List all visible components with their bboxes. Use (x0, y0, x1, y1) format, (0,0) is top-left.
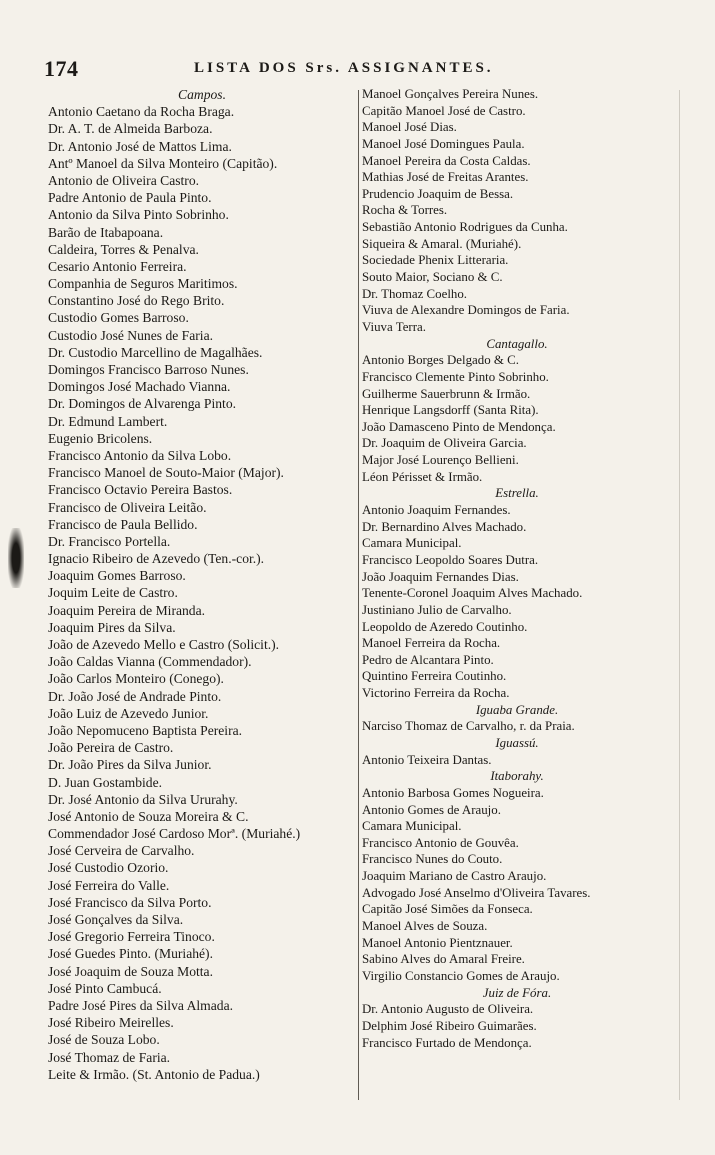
subscriber-entry: João Caldas Vianna (Commendador). (48, 654, 252, 670)
subscriber-entry: Léon Périsset & Irmão. (362, 469, 483, 484)
subscriber-entry: Companhia de Seguros Maritimos. (48, 276, 238, 292)
subscriber-entry: José Guedes Pinto. (Muriahé). (48, 946, 213, 962)
subscriber-entry: Antonio Joaquim Fernandes. (362, 503, 511, 518)
subscriber-entry: Antonio Caetano da Rocha Braga. (48, 104, 235, 120)
subscriber-entry: Sociedade Phenix Litteraria. (362, 253, 509, 268)
subscriber-entry: Custodio Gomes Barroso. (48, 310, 189, 326)
subscriber-entry: Manoel Antonio Pientznauer. (362, 935, 513, 950)
subscriber-entry: Francisco Manoel de Souto-Maior (Major). (48, 465, 284, 481)
subscriber-entry: João Joaquim Fernandes Dias. (362, 569, 519, 584)
subscriber-entry: José Pinto Cambucá. (48, 980, 162, 996)
subscriber-entry: Camara Municipal. (362, 819, 462, 834)
subscriber-entry: Dr. Bernardino Alves Machado. (362, 519, 527, 534)
ink-blot (8, 528, 24, 588)
subscriber-entry: Dr. José Antonio da Silva Ururahy. (48, 791, 238, 807)
subscriber-entry: Victorino Ferreira da Rocha. (362, 686, 510, 701)
subscriber-entry: Dr. Domingos de Alvarenga Pinto. (48, 396, 237, 412)
subscriber-entry: Ignacio Ribeiro de Azevedo (Ten.-cor.). (48, 551, 265, 567)
subscriber-entry: Antonio Teixeira Dantas. (362, 752, 492, 767)
section-heading: Itaborahy. (490, 769, 544, 784)
subscriber-entry: João Damasceno Pinto de Mendonça. (362, 419, 556, 434)
subscriber-entry: José Thomaz de Faria. (48, 1049, 171, 1065)
left-column (48, 86, 356, 1083)
section-heading: Iguaba Grande. (475, 702, 559, 717)
subscriber-entry: Siqueira & Amaral. (Muriahé). (362, 236, 522, 251)
subscriber-entry: Advogado José Anselmo d'Oliveira Tavares. (362, 885, 591, 900)
subscriber-entry: Dr. João Pires da Silva Junior. (48, 757, 212, 773)
subscriber-entry: Custodio José Nunes de Faria. (48, 327, 213, 343)
subscriber-entry: Francisco Furtado de Mendonça. (362, 1035, 532, 1050)
section-heading: Iguassú. (495, 735, 539, 750)
subscriber-entry: Francisco Nunes do Couto. (362, 852, 503, 867)
subscriber-entry: José Joaquim de Souza Motta. (48, 963, 213, 979)
subscriber-entry: Dr. Custodio Marcellino de Magalhães. (48, 344, 263, 360)
section-heading: Juiz de Fóra. (482, 985, 552, 1000)
subscriber-entry: Antonio da Silva Pinto Sobrinho. (48, 207, 229, 223)
subscriber-entry: Camara Municipal. (362, 536, 462, 551)
section-heading: Campos. (178, 87, 226, 102)
subscriber-entry: Delphim José Ribeiro Guimarães. (362, 1018, 537, 1033)
subscriber-entry: Dr. Thomaz Coelho. (362, 286, 468, 301)
subscriber-entry: Cesario Antonio Ferreira. (48, 258, 187, 274)
right-column (362, 86, 672, 1051)
subscriber-entry: Dr. João José de Andrade Pinto. (48, 688, 222, 704)
subscriber-entry: Sabino Alves do Amaral Freire. (362, 952, 525, 967)
subscriber-entry: Prudencio Joaquim de Bessa. (362, 186, 514, 201)
subscriber-entry: Dr. Joaquim de Oliveira Garcia. (362, 436, 527, 451)
subscriber-entry: Souto Maior, Sociano & C. (362, 270, 503, 285)
column-divider (358, 90, 359, 1100)
subscriber-entry: Commendador José Cardoso Morª. (Muriahé.) (48, 826, 301, 842)
subscriber-entry: Francisco Leopoldo Soares Dutra. (362, 552, 539, 567)
subscriber-entry: Dr. A. T. de Almeida Barboza. (48, 121, 213, 137)
subscriber-entry: José Francisco da Silva Porto. (48, 894, 212, 910)
subscriber-entry: José Gonçalves da Silva. (48, 912, 184, 927)
subscriber-entry: Dr. Antonio José de Mattos Lima. (48, 138, 232, 154)
subscriber-entry: Francisco Octavio Pereira Bastos. (48, 482, 233, 498)
subscriber-entry: Rocha & Torres. (362, 203, 448, 218)
subscriber-entry: Domingos José Machado Vianna. (48, 379, 231, 395)
subscriber-entry: Joaquim Mariano de Castro Araujo. (362, 869, 547, 884)
subscriber-entry: Narciso Thomaz de Carvalho, r. da Praia. (362, 719, 575, 734)
subscriber-entry: Capitão José Simões da Fonseca. (362, 902, 533, 917)
running-title: LISTA DOS Srs. ASSIGNANTES. (194, 60, 494, 76)
column-right-rule (679, 90, 680, 1100)
subscriber-entry: José Ribeiro Meirelles. (48, 1015, 174, 1031)
subscriber-entry: Guilherme Sauerbrunn & Irmão. (362, 386, 531, 401)
subscriber-entry: Eugenio Bricolens. (48, 430, 153, 446)
page-number: 174 (44, 56, 79, 81)
section-heading: Cantagallo. (486, 336, 548, 351)
subscriber-entry: Joaquim Pereira de Miranda. (48, 602, 206, 618)
page-header (44, 56, 684, 82)
subscriber-entry: Constantino José do Rego Brito. (48, 293, 225, 309)
subscriber-entry: Manoel José Dias. (362, 120, 457, 135)
subscriber-entry: Antonio Barbosa Gomes Nogueira. (362, 785, 544, 800)
subscriber-entry: Antonio Borges Delgado & C. (362, 353, 519, 368)
subscriber-entry: Antº Manoel da Silva Monteiro (Capitão). (48, 155, 278, 171)
subscriber-entry: Mathias José de Freitas Arantes. (362, 170, 529, 185)
subscriber-entry: João Luiz de Azevedo Junior. (48, 705, 209, 721)
subscriber-entry: José Gregorio Ferreira Tinoco. (48, 929, 215, 945)
subscriber-entry: Joquim Leite de Castro. (48, 585, 178, 601)
subscriber-entry: Quintino Ferreira Coutinho. (362, 669, 507, 684)
subscriber-entry: Pedro de Alcantara Pinto. (362, 652, 494, 667)
subscriber-entry: Caldeira, Torres & Penalva. (48, 241, 199, 257)
subscriber-entry: Francisco de Oliveira Leitão. (48, 499, 207, 515)
subscriber-entry: José de Souza Lobo. (48, 1032, 160, 1048)
subscriber-entry: Francisco de Paula Bellido. (48, 516, 198, 532)
subscriber-entry: João de Azevedo Mello e Castro (Solicit.). (48, 637, 280, 652)
subscriber-entry: Francisco Antonio de Gouvêa. (362, 835, 519, 850)
subscriber-entry: Justiniano Julio de Carvalho. (362, 602, 512, 617)
subscriber-entry: Barão de Itabapoana. (48, 224, 164, 240)
subscriber-entry: Domingos Francisco Barroso Nunes. (48, 362, 249, 377)
subscriber-entry: Capitão Manoel José de Castro. (362, 103, 526, 118)
subscriber-entry: Manoel Alves de Souza. (362, 919, 488, 934)
subscriber-entry: Leopoldo de Azeredo Coutinho. (362, 619, 528, 634)
subscriber-entry: Major José Lourenço Bellieni. (362, 453, 519, 468)
subscriber-entry: Antonio de Oliveira Castro. (48, 172, 200, 188)
subscriber-entry: Manoel Pereira da Costa Caldas. (362, 153, 531, 168)
section-heading: Estrella. (495, 486, 539, 501)
subscriber-entry: Dr. Edmund Lambert. (48, 413, 168, 429)
subscriber-entry: Henrique Langsdorff (Santa Rita). (362, 403, 539, 418)
subscriber-entry: Manoel Gonçalves Pereira Nunes. (362, 87, 539, 101)
subscriber-entry: Joaquim Pires da Silva. (48, 619, 176, 635)
subscriber-entry: D. Juan Gostambide. (48, 774, 163, 790)
subscriber-entry: Antonio Gomes de Araujo. (362, 802, 501, 817)
subscriber-entry: Joaquim Gomes Barroso. (48, 568, 186, 584)
subscriber-entry: Leite & Irmão. (St. Antonio de Padua.) (48, 1066, 260, 1082)
subscriber-entry: Francisco Clemente Pinto Sobrinho. (362, 369, 549, 384)
subscriber-entry: José Antonio de Souza Moreira & C. (48, 808, 249, 824)
subscriber-entry: Francisco Antonio da Silva Lobo. (48, 447, 232, 463)
subscriber-entry: Manoel Ferreira da Rocha. (362, 636, 501, 651)
subscriber-entry: José Custodio Ozorio. (48, 860, 169, 876)
subscriber-entry: José Cerveira de Carvalho. (48, 843, 195, 859)
subscriber-entry: José Ferreira do Valle. (48, 877, 170, 893)
subscriber-entry: Virgilio Constancio Gomes de Araujo. (362, 968, 560, 983)
subscriber-entry: Manoel José Domingues Paula. (362, 136, 525, 151)
subscriber-entry: Viuva Terra. (362, 319, 426, 334)
subscriber-entry: Sebastião Antonio Rodrigues da Cunha. (362, 220, 568, 235)
subscriber-entry: João Pereira de Castro. (48, 740, 174, 756)
subscriber-entry: João Carlos Monteiro (Conego). (48, 671, 224, 687)
subscriber-entry: Padre Antonio de Paula Pinto. (48, 190, 212, 206)
subscriber-entry: Tenente-Coronel Joaquim Alves Machado. (362, 586, 583, 601)
subscriber-entry: Dr. Antonio Augusto de Oliveira. (362, 1002, 534, 1017)
subscriber-entry: Viuva de Alexandre Domingos de Faria. (362, 303, 570, 318)
subscriber-entry: Padre José Pires da Silva Almada. (48, 997, 233, 1013)
subscriber-entry: João Nepomuceno Baptista Pereira. (48, 722, 243, 738)
subscriber-entry: Dr. Francisco Portella. (48, 533, 171, 549)
